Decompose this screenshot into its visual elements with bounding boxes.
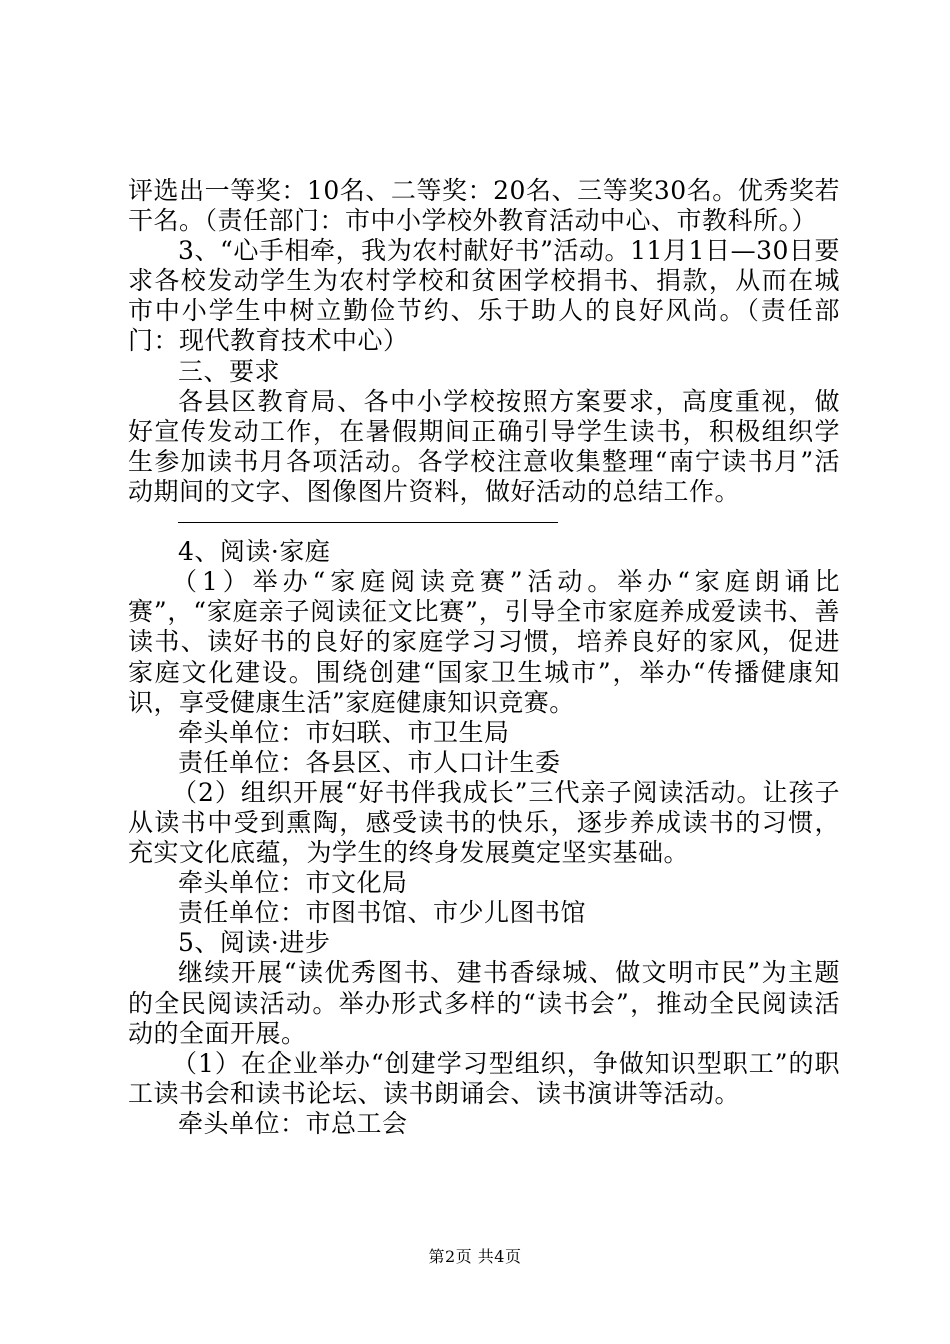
section-divider: [178, 507, 558, 537]
responsible-unit-line: 责任单位：各县区、市人口计生委: [178, 747, 561, 777]
responsible-unit-line: 责任单位：市图书馆、市少儿图书馆: [178, 898, 587, 928]
paragraph-family-item-1: （1）举办“家庭阅读竞赛”活动。举办“家庭朗诵比赛”，“家庭亲子阅读征文比赛”，引导全市家庭养成爱读书、善读书、读好书的良好的家庭学习习惯，培养良好的家风，促进家庭文化建设。围绕创建“国家卫生城市”，举办“传播健康知识，享受健康生活”家庭健康知识竞赛。: [128, 567, 840, 717]
paragraph-award-list: 评选出一等奖：10名、二等奖：20名、三等奖30名。优秀奖若干名。（责任部门：市中小学校外教育活动中心、市教科所。）: [128, 176, 840, 236]
page-number-footer: 第2页 共4页: [428, 1247, 522, 1266]
lead-unit-line: 牵头单位：市文化局: [178, 868, 408, 898]
lead-unit-line: 牵头单位：市总工会: [178, 1108, 408, 1138]
section-heading-reading-family: 4、阅读·家庭: [178, 537, 331, 567]
section-heading-requirements: 三、要求: [178, 356, 281, 386]
lead-unit-line: 牵头单位：市妇联、市卫生局: [178, 717, 510, 747]
paragraph-progress-item-1: （1）在企业举办“创建学习型组织，争做知识型职工”的职工读书会和读书论坛、读书朗诵会、读书演讲等活动。: [128, 1048, 840, 1108]
section-heading-reading-progress: 5、阅读·进步: [178, 928, 331, 958]
paragraph-progress-intro: 继续开展“读优秀图书、建书香绿城、做文明市民”为主题的全民阅读活动。举办形式多样的“读书会”，推动全民阅读活动的全面开展。: [128, 958, 840, 1048]
document-body: [128, 176, 840, 1139]
paragraph-requirements: 各县区教育局、各中小学校按照方案要求，高度重视，做好宣传发动工作，在暑假期间正确引导学生读书，积极组织学生参加读书月各项活动。各学校注意收集整理“南宁读书月”活动期间的文字、图像图片资料，做好活动的总结工作。: [128, 386, 840, 506]
paragraph-activity-3: 3、“心手相牵，我为农村献好书”活动。11月1日—30日要求各校发动学生为农村学校和贫困学校捐书、捐款，从而在城市中小学生中树立勤俭节约、乐于助人的良好风尚。（责任部门：现代教育技术中心）: [128, 236, 840, 356]
paragraph-family-item-2: （2）组织开展“好书伴我成长”三代亲子阅读活动。让孩子从读书中受到熏陶，感受读书的快乐，逐步养成读书的习惯，充实文化底蕴，为学生的终身发展奠定坚实基础。: [128, 777, 840, 868]
